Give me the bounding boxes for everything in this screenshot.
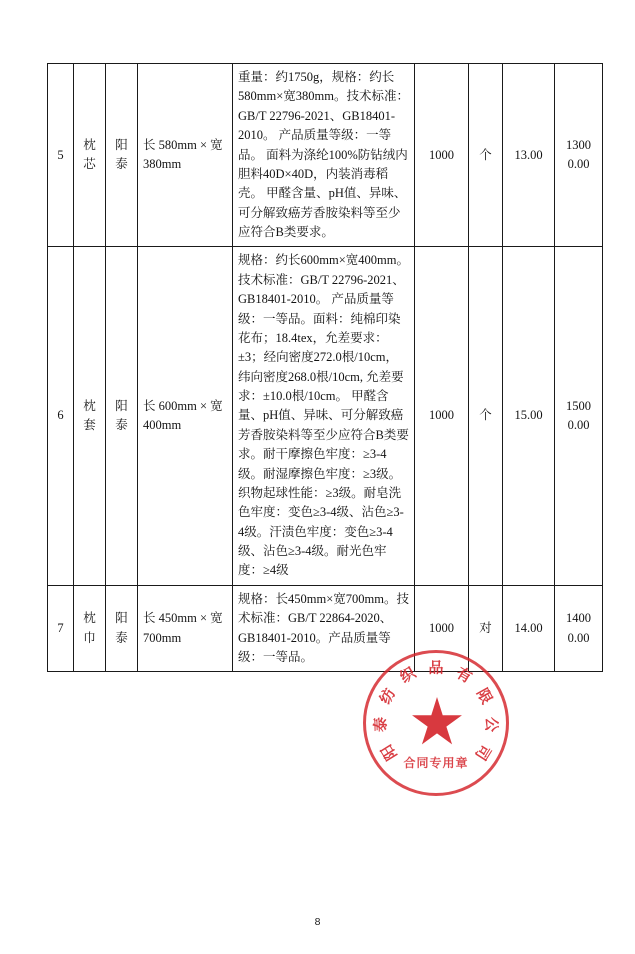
- table-row: [48, 247, 603, 585]
- table-row: [48, 585, 603, 672]
- seal-star-icon: [411, 697, 463, 749]
- row-name: [74, 585, 106, 672]
- row-name: [74, 64, 106, 247]
- row-brand-char-1: 阳: [115, 611, 128, 626]
- row-total: [555, 64, 603, 247]
- row-name-char-1: 枕: [83, 398, 96, 413]
- row-total-line1: 1300: [566, 137, 591, 152]
- row-brand-char-1: 阳: [115, 398, 128, 413]
- seal-arc-char: 纺: [377, 686, 399, 708]
- seal-arc-char: 品: [428, 660, 444, 677]
- row-total: [555, 247, 603, 585]
- row-size: 长 600mm × 宽400mm: [138, 247, 233, 585]
- row-total-line1: 1500: [566, 398, 591, 413]
- seal-arc-char: 司: [471, 741, 493, 763]
- seal-arc-char: 有: [453, 665, 475, 687]
- row-unit: 个: [469, 64, 503, 247]
- row-no: 5: [48, 64, 74, 247]
- row-unit: 个: [469, 247, 503, 585]
- row-total-line2: 0.00: [567, 157, 590, 172]
- row-name-char-1: 枕: [83, 611, 96, 626]
- row-qty: 1000: [415, 585, 469, 672]
- row-qty: 1000: [415, 247, 469, 585]
- row-total: [555, 585, 603, 672]
- row-qty: 1000: [415, 64, 469, 247]
- seal-arc-char: 泰: [373, 716, 390, 733]
- row-total-line1: 1400: [566, 611, 591, 626]
- seal-arc-char: 阳: [379, 741, 401, 763]
- row-name-char-2: 套: [83, 418, 96, 433]
- row-size: 长 580mm × 宽380mm: [138, 64, 233, 247]
- row-brand-char-1: 阳: [115, 137, 128, 152]
- row-price: 15.00: [503, 247, 555, 585]
- table-row: [48, 64, 603, 247]
- company-seal-stamp: [363, 650, 513, 800]
- row-brand: [106, 585, 138, 672]
- row-brand-char-2: 泰: [115, 157, 128, 172]
- row-total-line2: 0.00: [567, 418, 590, 433]
- spec-table: [47, 63, 603, 672]
- row-brand-char-2: 泰: [115, 630, 128, 645]
- spec-table-container: [47, 63, 595, 672]
- row-total-line2: 0.00: [567, 630, 590, 645]
- row-name: [74, 247, 106, 585]
- row-unit: 对: [469, 585, 503, 672]
- seal-arc-char: 限: [473, 686, 495, 708]
- seal-arc-char: 织: [397, 665, 419, 687]
- row-name-char-2: 芯: [83, 157, 96, 172]
- seal-arc-char: 公: [482, 716, 499, 733]
- row-name-char-1: 枕: [83, 137, 96, 152]
- row-price: 14.00: [503, 585, 555, 672]
- row-brand: [106, 64, 138, 247]
- page-number: 8: [314, 916, 321, 928]
- row-desc: 规格：约长600mm×宽400mm。 技术标准：GB/T 22796-2021、GB18401-2010。 产品质量等级：一等品。面料：纯棉印染花布；18.4tex，允差要求：±3；经向密度272.0根/10cm，纬向密度268.0根/10cm, 允差要求：±10.0根/10cm。 甲醛含量、pH值、异味、可分解致癌芳香胺染料等至少应符合B类要求。耐干摩擦色牢度：≥3-4级。耐湿摩擦色牢度：≥3级。织物起球性能：≥3级。耐皂洗色牢度：变色≥3-4级、沾色≥3-4级。汗渍色牢度：变色≥3-4级、沾色≥3-4级。耐光色牢度：≥4级: [233, 247, 415, 585]
- row-size: 长 450mm × 宽700mm: [138, 585, 233, 672]
- row-no: 7: [48, 585, 74, 672]
- row-brand: [106, 247, 138, 585]
- seal-bottom-text: 合同专用章: [403, 756, 469, 770]
- row-no: 6: [48, 247, 74, 585]
- row-price: 13.00: [503, 64, 555, 247]
- row-brand-char-2: 泰: [115, 418, 128, 433]
- row-desc: 规格：长450mm×宽700mm。技术标准：GB/T 22864-2020、GB18401-2010。产品质量等级：一等品。: [233, 585, 415, 672]
- row-desc: 重量：约1750g，规格：约长580mm×宽380mm。技术标准：GB/T 22796-2021、GB18401-2010。 产品质量等级：一等品。 面料为涤纶100%防钻绒内胆料40D×40D，内装消毒稻壳。 甲醛含量、pH值、异味、可分解致癌芳香胺染料等至少应符合B类要求。: [233, 64, 415, 247]
- row-name-char-2: 巾: [83, 630, 96, 645]
